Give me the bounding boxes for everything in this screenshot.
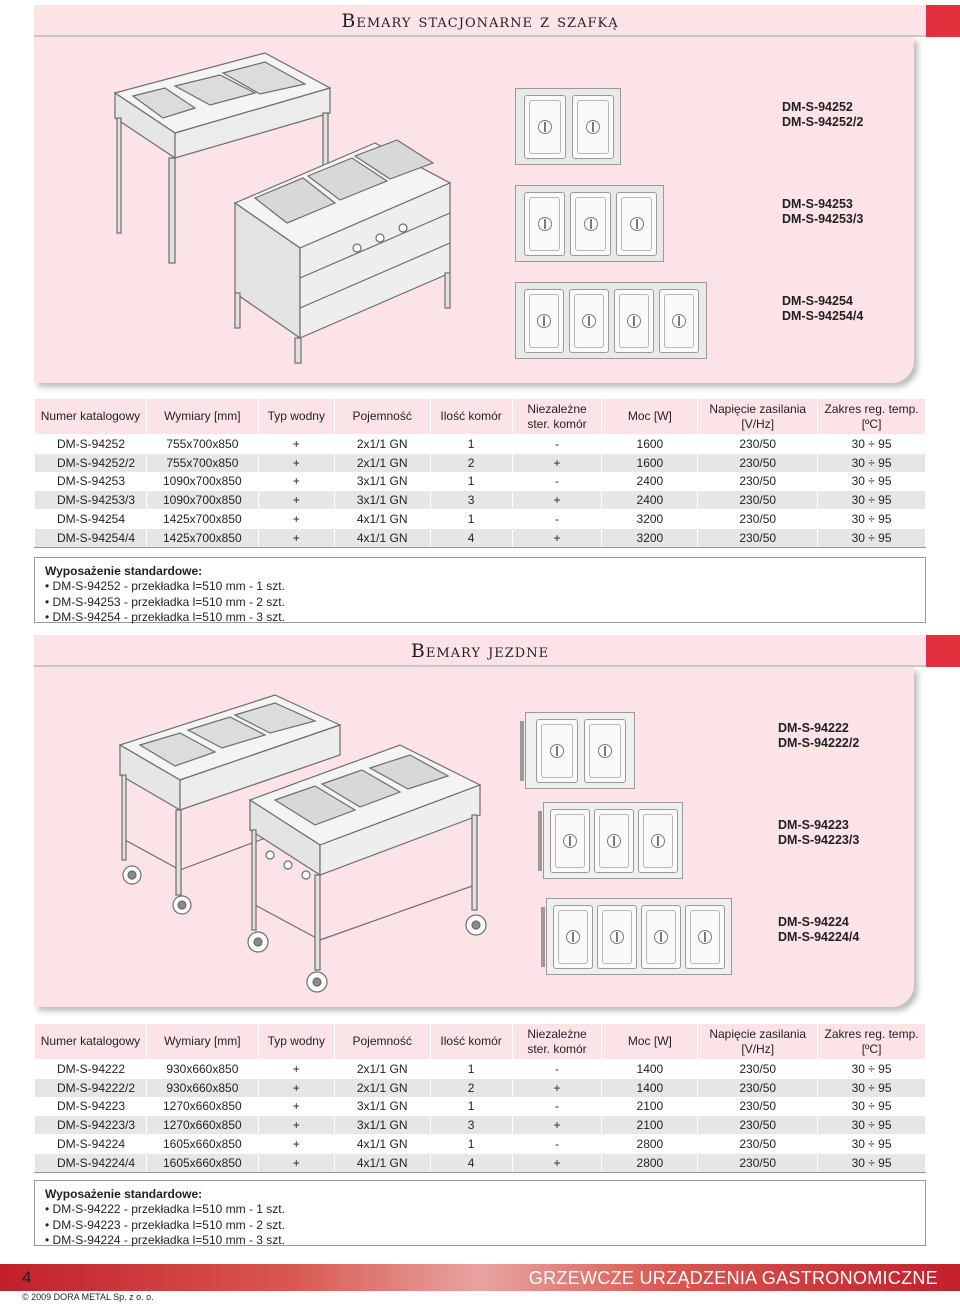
table-cell: 2x1/1 GN (334, 453, 430, 472)
table-row (35, 1116, 926, 1135)
equipment-item: • DM-S-94253 - przekładka l=510 mm - 2 szt. (45, 595, 915, 610)
table-row (35, 1153, 926, 1172)
table-row (35, 435, 926, 454)
table-cell: 3x1/1 GN (334, 472, 430, 491)
col-header: Ilość komór (430, 1024, 512, 1060)
table-cell: - (512, 1097, 602, 1116)
table-cell: DM-S-94222/2 (35, 1078, 147, 1097)
cart-handle (541, 907, 545, 967)
table-cell: + (258, 435, 334, 454)
gn-pan (594, 809, 634, 873)
table-cell: 4 (430, 528, 512, 547)
table-cell: - (512, 1060, 602, 1079)
table-cell: 930x660x850 (146, 1060, 258, 1079)
table-cell: 2400 (602, 472, 698, 491)
table-cell: 30 ÷ 95 (818, 1097, 926, 1116)
table-row (35, 491, 926, 510)
gn-pan (524, 289, 564, 353)
table-cell: 1600 (602, 453, 698, 472)
cart-handle (520, 721, 524, 781)
gn-pan (659, 289, 699, 353)
table-cell: 230/50 (698, 491, 818, 510)
table-cell: 1400 (602, 1060, 698, 1079)
gn-pan (584, 719, 626, 783)
table-cell: 755x700x850 (146, 453, 258, 472)
table-cell: 1270x660x850 (146, 1097, 258, 1116)
table-cell: - (512, 472, 602, 491)
table-row (35, 453, 926, 472)
section1-equipment-box (34, 557, 926, 623)
gn-pan (553, 905, 593, 969)
mobile-bain-marie-illustration (110, 690, 500, 1000)
table-cell: 1 (430, 510, 512, 529)
table-cell: 30 ÷ 95 (818, 1116, 926, 1135)
table-cell: 30 ÷ 95 (818, 1060, 926, 1079)
table-cell: DM-S-94224/4 (35, 1153, 147, 1172)
table-cell: + (512, 528, 602, 547)
page-number: 4 (22, 1268, 32, 1287)
table-cell: 30 ÷ 95 (818, 1078, 926, 1097)
table-cell: DM-S-94223/3 (35, 1116, 147, 1135)
table-row (35, 1060, 926, 1079)
table-cell: 2 (430, 453, 512, 472)
col-header: Numer katalogowy (35, 1024, 147, 1060)
table-cell: 1 (430, 435, 512, 454)
table-cell: DM-S-94253 (35, 472, 147, 491)
model-label-94223: DM-S-94223 DM-S-94223/3 (778, 818, 860, 847)
table-cell: 230/50 (698, 435, 818, 454)
table-cell: 1600 (602, 435, 698, 454)
gn-pan (572, 95, 614, 159)
gn-pan (570, 192, 611, 256)
pan-handle-icon (584, 217, 598, 231)
table-cell: 1090x700x850 (146, 491, 258, 510)
table-cell: - (512, 435, 602, 454)
table-header-row (35, 1024, 926, 1060)
table-header-row (35, 399, 926, 435)
table-cell: 2800 (602, 1135, 698, 1154)
model-label-94253: DM-S-94253 DM-S-94253/3 (782, 197, 864, 226)
table-cell: 230/50 (698, 472, 818, 491)
table-cell: 3200 (602, 510, 698, 529)
table-cell: + (258, 528, 334, 547)
equipment-item: • DM-S-94224 - przekładka l=510 mm - 3 szt. (45, 1233, 915, 1248)
table-row (35, 510, 926, 529)
table-cell: + (258, 1078, 334, 1097)
pan-handle-icon (651, 834, 665, 848)
table-cell: 1 (430, 1135, 512, 1154)
section2-spec-table (34, 1023, 926, 1173)
pan-handle-icon (538, 217, 552, 231)
table-row (35, 1078, 926, 1097)
table-cell: 1 (430, 1097, 512, 1116)
table-cell: + (258, 491, 334, 510)
table-cell: 3x1/1 GN (334, 1097, 430, 1116)
table-cell: 230/50 (698, 1135, 818, 1154)
gn-pan (569, 289, 609, 353)
cart-handle (538, 811, 542, 871)
model-label-94254: DM-S-94254 DM-S-94254/4 (782, 294, 864, 323)
table-cell: 2100 (602, 1116, 698, 1135)
table-cell: 30 ÷ 95 (818, 453, 926, 472)
table-cell: 30 ÷ 95 (818, 528, 926, 547)
table-cell: 2400 (602, 491, 698, 510)
table-cell: + (512, 453, 602, 472)
table-row (35, 1135, 926, 1154)
gn-pan (614, 289, 654, 353)
equipment-title: Wyposażenie standardowe: (45, 564, 203, 578)
pan-handle-icon (698, 930, 712, 944)
section2-title-accent (926, 635, 960, 667)
equipment-title: Wyposażenie standardowe: (45, 1187, 203, 1201)
table-cell: DM-S-94252 (35, 435, 147, 454)
model-label-94224: DM-S-94224 DM-S-94224/4 (778, 915, 860, 944)
table-cell: + (258, 1135, 334, 1154)
section1-title-accent (926, 5, 960, 37)
table-cell: + (258, 1116, 334, 1135)
col-header: Moc [W] (602, 399, 698, 435)
table-cell: 230/50 (698, 1153, 818, 1172)
table-cell: 4 (430, 1153, 512, 1172)
col-header: Ilość komór (430, 399, 512, 435)
table-cell: 2x1/1 GN (334, 1078, 430, 1097)
col-header: Typ wodny (258, 1024, 334, 1060)
col-header: Numer katalogowy (35, 399, 147, 435)
table-cell: 230/50 (698, 1078, 818, 1097)
pan-handle-icon (566, 930, 580, 944)
table-cell: 230/50 (698, 453, 818, 472)
table-cell: 230/50 (698, 1116, 818, 1135)
model-label-94222: DM-S-94222 DM-S-94222/2 (778, 721, 860, 750)
table-cell: 1400 (602, 1078, 698, 1097)
pan-handle-icon (607, 834, 621, 848)
table-cell: 230/50 (698, 510, 818, 529)
equipment-item: • DM-S-94254 - przekładka l=510 mm - 3 szt. (45, 610, 915, 625)
table-cell: 930x660x850 (146, 1078, 258, 1097)
col-header: Niezależne ster. komór (512, 399, 602, 435)
table-cell: 30 ÷ 95 (818, 435, 926, 454)
table-cell: DM-S-94254 (35, 510, 147, 529)
pan-layout-2 (515, 88, 621, 165)
table-cell: 3x1/1 GN (334, 1116, 430, 1135)
pan-handle-icon (630, 217, 644, 231)
pan-handle-icon (610, 930, 624, 944)
model-label-94252: DM-S-94252 DM-S-94252/2 (782, 100, 864, 129)
table-cell: 3x1/1 GN (334, 491, 430, 510)
footer-copyright: © 2009 DORA METAL Sp. z o. o. (22, 1292, 154, 1302)
table-cell: + (258, 1153, 334, 1172)
section2-equipment-box (34, 1180, 926, 1246)
equipment-item: • DM-S-94222 - przekładka l=510 mm - 1 szt. (45, 1202, 915, 1217)
table-cell: 3 (430, 1116, 512, 1135)
table-row (35, 472, 926, 491)
table-cell: 2x1/1 GN (334, 435, 430, 454)
pan-handle-icon (598, 744, 612, 758)
table-row (35, 1097, 926, 1116)
equipment-item: • DM-S-94252 - przekładka l=510 mm - 1 szt. (45, 579, 915, 594)
table-cell: + (258, 472, 334, 491)
gn-pan (524, 192, 565, 256)
table-cell: - (512, 510, 602, 529)
col-header: Pojemność (334, 399, 430, 435)
table-cell: 30 ÷ 95 (818, 472, 926, 491)
col-header: Niezależne ster. komór (512, 1024, 602, 1060)
pan-handle-icon (672, 314, 686, 328)
gn-pan (641, 905, 681, 969)
table-cell: 1 (430, 1060, 512, 1079)
gn-pan (597, 905, 637, 969)
table-cell: + (512, 1153, 602, 1172)
pan-layout-4-mobile (546, 898, 732, 975)
col-header: Wymiary [mm] (146, 1024, 258, 1060)
col-header: Napięcie zasilania [V/Hz] (698, 399, 818, 435)
col-header: Napięcie zasilania [V/Hz] (698, 1024, 818, 1060)
stationary-bain-marie-illustration (105, 48, 485, 368)
table-cell: + (512, 491, 602, 510)
pan-layout-4 (515, 282, 707, 359)
table-cell: 2x1/1 GN (334, 1060, 430, 1079)
table-cell: DM-S-94253/3 (35, 491, 147, 510)
table-cell: DM-S-94252/2 (35, 453, 147, 472)
col-header: Zakres reg. temp. [ºC] (818, 399, 926, 435)
pan-layout-3 (515, 185, 664, 262)
pan-handle-icon (538, 120, 552, 134)
table-cell: 30 ÷ 95 (818, 491, 926, 510)
table-cell: 1425x700x850 (146, 528, 258, 547)
gn-pan (536, 719, 578, 783)
gn-pan (550, 809, 590, 873)
pan-handle-icon (550, 744, 564, 758)
pan-handle-icon (627, 314, 641, 328)
table-cell: + (512, 1116, 602, 1135)
table-cell: 30 ÷ 95 (818, 510, 926, 529)
footer-brand: GRZEWCZE URZĄDZENIA GASTRONOMICZNE (528, 1268, 938, 1288)
equipment-item: • DM-S-94223 - przekładka l=510 mm - 2 szt. (45, 1218, 915, 1233)
col-header: Wymiary [mm] (146, 399, 258, 435)
table-cell: 2800 (602, 1153, 698, 1172)
table-cell: + (512, 1078, 602, 1097)
table-cell: 755x700x850 (146, 435, 258, 454)
col-header: Zakres reg. temp. [ºC] (818, 1024, 926, 1060)
table-cell: 1 (430, 472, 512, 491)
col-header: Pojemność (334, 1024, 430, 1060)
gn-pan (638, 809, 678, 873)
table-cell: DM-S-94254/4 (35, 528, 147, 547)
table-cell: 4x1/1 GN (334, 1153, 430, 1172)
table-cell: 230/50 (698, 1060, 818, 1079)
table-cell: 230/50 (698, 1097, 818, 1116)
gn-pan (685, 905, 725, 969)
section2-title: Bemary jezdne (410, 640, 550, 662)
table-cell: + (258, 453, 334, 472)
table-cell: DM-S-94223 (35, 1097, 147, 1116)
col-header: Typ wodny (258, 399, 334, 435)
table-cell: 2 (430, 1078, 512, 1097)
table-cell: 1425x700x850 (146, 510, 258, 529)
pan-handle-icon (654, 930, 668, 944)
pan-handle-icon (537, 314, 551, 328)
pan-layout-3-mobile (543, 802, 683, 879)
table-cell: DM-S-94222 (35, 1060, 147, 1079)
table-cell: 230/50 (698, 528, 818, 547)
table-cell: 30 ÷ 95 (818, 1153, 926, 1172)
table-cell: 1605x660x850 (146, 1153, 258, 1172)
table-cell: + (258, 1060, 334, 1079)
table-row (35, 528, 926, 547)
table-cell: 3200 (602, 528, 698, 547)
table-cell: 1270x660x850 (146, 1116, 258, 1135)
table-cell: 4x1/1 GN (334, 1135, 430, 1154)
table-cell: 4x1/1 GN (334, 528, 430, 547)
table-cell: 1605x660x850 (146, 1135, 258, 1154)
table-cell: + (258, 510, 334, 529)
section1-title: Bemary stacjonarne z szafką (341, 10, 619, 32)
table-cell: DM-S-94224 (35, 1135, 147, 1154)
pan-handle-icon (563, 834, 577, 848)
section1-title-bar (34, 5, 926, 37)
gn-pan (524, 95, 566, 159)
section1-spec-table (34, 398, 926, 548)
table-cell: 30 ÷ 95 (818, 1135, 926, 1154)
table-cell: - (512, 1135, 602, 1154)
table-cell: 3 (430, 491, 512, 510)
pan-handle-icon (586, 120, 600, 134)
col-header: Moc [W] (602, 1024, 698, 1060)
pan-layout-2-mobile (525, 712, 635, 789)
table-cell: 2100 (602, 1097, 698, 1116)
section2-title-bar (34, 635, 926, 667)
table-cell: + (258, 1097, 334, 1116)
pan-handle-icon (582, 314, 596, 328)
gn-pan (616, 192, 657, 256)
table-cell: 4x1/1 GN (334, 510, 430, 529)
table-cell: 1090x700x850 (146, 472, 258, 491)
